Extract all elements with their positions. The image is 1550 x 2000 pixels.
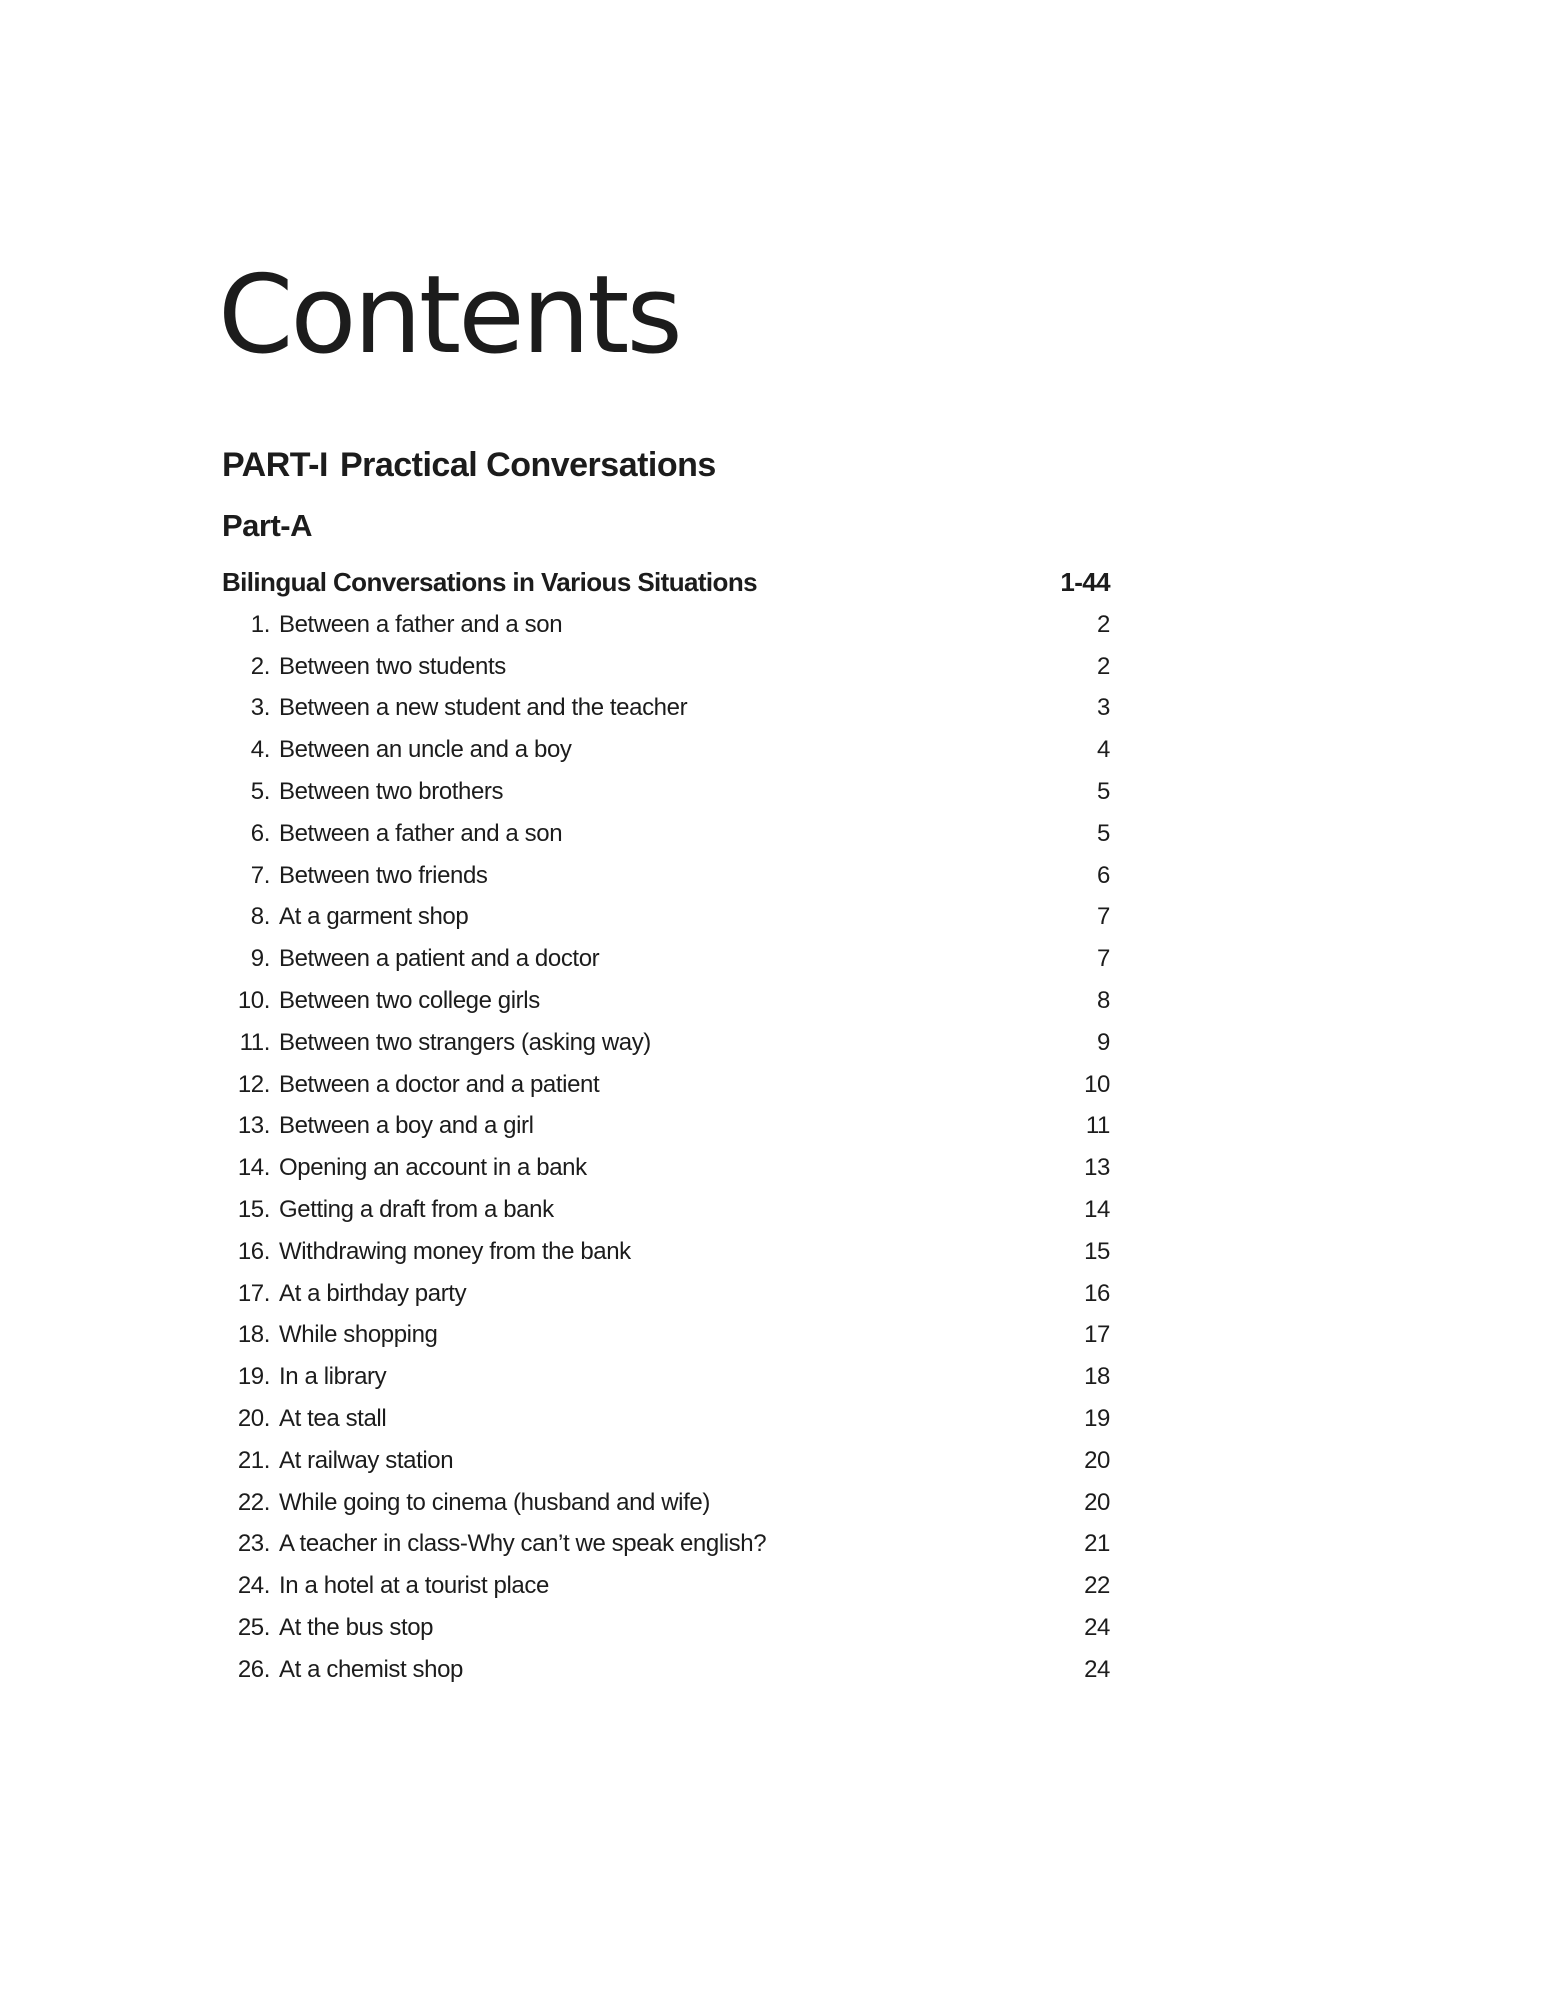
toc-entry[interactable] xyxy=(222,1524,1110,1566)
toc-entry[interactable] xyxy=(222,771,1110,813)
toc-entry-number: 15. xyxy=(237,1196,270,1224)
toc-entry-page: 3 xyxy=(1097,694,1110,722)
toc-entry-title: Between a new student and the teacher xyxy=(279,694,688,722)
toc-entry-title: Between two friends xyxy=(279,861,488,889)
toc-entry-title: Between a patient and a doctor xyxy=(279,945,600,973)
toc-entry-page: 7 xyxy=(1097,903,1110,931)
toc-entry[interactable] xyxy=(222,1106,1110,1148)
toc-entry-page: 24 xyxy=(1084,1655,1110,1683)
toc-entry-number: 18. xyxy=(237,1321,270,1349)
toc-entry-page: 18 xyxy=(1084,1363,1110,1391)
toc-entry-number: 5. xyxy=(250,778,270,806)
toc-entry[interactable] xyxy=(222,1440,1110,1482)
toc-entry-title: Between two students xyxy=(279,652,506,680)
toc-entry-title: In a hotel at a tourist place xyxy=(279,1572,549,1600)
toc-entry-title: Withdrawing money from the bank xyxy=(279,1237,631,1265)
toc-entry[interactable] xyxy=(222,855,1110,897)
toc-entry-number: 23. xyxy=(237,1530,270,1558)
toc-entry-number: 25. xyxy=(237,1614,270,1642)
toc-entry-title: At a chemist shop xyxy=(279,1655,463,1683)
toc-entry[interactable] xyxy=(222,938,1110,980)
section-heading-row[interactable] xyxy=(222,562,1110,602)
toc-entry[interactable] xyxy=(222,980,1110,1022)
toc-entry-title: At railway station xyxy=(279,1446,454,1474)
toc-entry-page: 24 xyxy=(1084,1614,1110,1642)
toc-entry-page: 16 xyxy=(1084,1279,1110,1307)
toc-entry-number: 13. xyxy=(237,1112,270,1140)
toc-entry-page: 19 xyxy=(1084,1405,1110,1433)
toc-entry[interactable] xyxy=(222,604,1110,646)
toc-entry-number: 26. xyxy=(237,1655,270,1683)
toc-entry[interactable] xyxy=(222,1607,1110,1649)
toc-entry-page: 17 xyxy=(1084,1321,1110,1349)
toc-entry-page: 11 xyxy=(1085,1112,1110,1140)
toc-entry-number: 12. xyxy=(237,1070,270,1098)
toc-entry-title: At a garment shop xyxy=(279,903,469,931)
toc-entry[interactable] xyxy=(222,646,1110,688)
toc-entry-page: 15 xyxy=(1084,1237,1110,1265)
toc-entry-number: 9. xyxy=(250,945,270,973)
toc-entry-title: Between a doctor and a patient xyxy=(279,1070,600,1098)
toc-entry-number: 19. xyxy=(237,1363,270,1391)
part-label: PART-I xyxy=(222,446,328,484)
toc-entry-page: 13 xyxy=(1084,1154,1110,1182)
toc-entry[interactable] xyxy=(222,1565,1110,1607)
toc-entry-title: Between a father and a son xyxy=(279,610,563,638)
toc-entry-title: Between two strangers (asking way) xyxy=(279,1028,651,1056)
toc-entry-page: 20 xyxy=(1084,1446,1110,1474)
toc-entry[interactable] xyxy=(222,1147,1110,1189)
toc-entry-page: 20 xyxy=(1084,1488,1110,1516)
toc-entry-title: Between two brothers xyxy=(279,778,504,806)
toc-entry-page: 8 xyxy=(1097,987,1110,1015)
toc-entry-page: 14 xyxy=(1084,1196,1110,1224)
toc-entry[interactable] xyxy=(222,1482,1110,1524)
toc-entry-number: 6. xyxy=(250,819,270,847)
toc-entry[interactable] xyxy=(222,897,1110,939)
toc-entry-title: Getting a draft from a bank xyxy=(279,1196,554,1224)
toc-entry-page: 2 xyxy=(1097,652,1110,680)
toc-entry-title: At tea stall xyxy=(279,1405,387,1433)
toc-entry[interactable] xyxy=(222,1022,1110,1064)
toc-entry[interactable] xyxy=(222,1649,1110,1691)
toc-entry-page: 2 xyxy=(1097,610,1110,638)
toc-entry[interactable] xyxy=(222,1064,1110,1106)
toc-entry-number: 14. xyxy=(237,1154,270,1182)
toc-entry-number: 2. xyxy=(250,652,270,680)
page-title: Contents xyxy=(218,253,680,378)
toc-entry-number: 8. xyxy=(250,903,270,931)
toc-entry-title: Between a father and a son xyxy=(279,819,563,847)
toc-entry-title: Between a boy and a girl xyxy=(279,1112,534,1140)
toc-entry-title: While shopping xyxy=(279,1321,438,1349)
toc-entry-title: While going to cinema (husband and wife) xyxy=(279,1488,710,1516)
toc-entry-title: At a birthday party xyxy=(279,1279,467,1307)
toc-entry-number: 10. xyxy=(237,987,270,1015)
toc-entry-title: A teacher in class-Why can’t we speak english? xyxy=(279,1530,767,1558)
toc-entry-number: 20. xyxy=(237,1405,270,1433)
toc-entry-page: 21 xyxy=(1084,1530,1110,1558)
toc-entry[interactable] xyxy=(222,729,1110,771)
toc-entry-number: 21. xyxy=(237,1446,270,1474)
section-page-range: 1-44 xyxy=(1060,566,1110,597)
toc-entry-page: 7 xyxy=(1097,945,1110,973)
toc-entry-number: 3. xyxy=(250,694,270,722)
toc-entry-title: Between an uncle and a boy xyxy=(279,736,572,764)
toc-entry-title: Opening an account in a bank xyxy=(279,1154,587,1182)
toc-entry-page: 9 xyxy=(1097,1028,1110,1056)
toc-entry-number: 1. xyxy=(250,610,270,638)
toc-entry-page: 6 xyxy=(1097,861,1110,889)
toc-entry-page: 10 xyxy=(1084,1070,1110,1098)
toc-entry-page: 22 xyxy=(1084,1572,1110,1600)
toc-entry[interactable] xyxy=(222,1273,1110,1315)
toc-list xyxy=(222,604,1110,1691)
subpart-heading: Part-A xyxy=(222,508,313,543)
toc-entry[interactable] xyxy=(222,688,1110,730)
toc-entry-title: Between two college girls xyxy=(279,987,540,1015)
toc-entry-title: At the bus stop xyxy=(279,1614,434,1642)
toc-entry[interactable] xyxy=(222,1315,1110,1357)
toc-entry-number: 17. xyxy=(237,1279,270,1307)
toc-entry-number: 11. xyxy=(239,1028,270,1056)
toc-entry[interactable] xyxy=(222,1356,1110,1398)
part-heading xyxy=(222,446,716,485)
toc-entry-number: 16. xyxy=(237,1237,270,1265)
part-name: Practical Conversations xyxy=(339,446,716,484)
toc-entry-page: 5 xyxy=(1097,778,1110,806)
toc-entry-number: 7. xyxy=(250,861,270,889)
toc-entry[interactable] xyxy=(222,1189,1110,1231)
toc-entry-page: 5 xyxy=(1097,819,1110,847)
toc-entry-number: 22. xyxy=(237,1488,270,1516)
toc-entry-number: 24. xyxy=(237,1572,270,1600)
toc-entry-title: In a library xyxy=(279,1363,387,1391)
toc-entry-number: 4. xyxy=(250,736,270,764)
toc-entry[interactable] xyxy=(222,813,1110,855)
toc-entry-page: 4 xyxy=(1097,736,1110,764)
section-title: Bilingual Conversations in Various Situations xyxy=(222,566,757,597)
toc-entry[interactable] xyxy=(222,1231,1110,1273)
toc-entry[interactable] xyxy=(222,1398,1110,1440)
